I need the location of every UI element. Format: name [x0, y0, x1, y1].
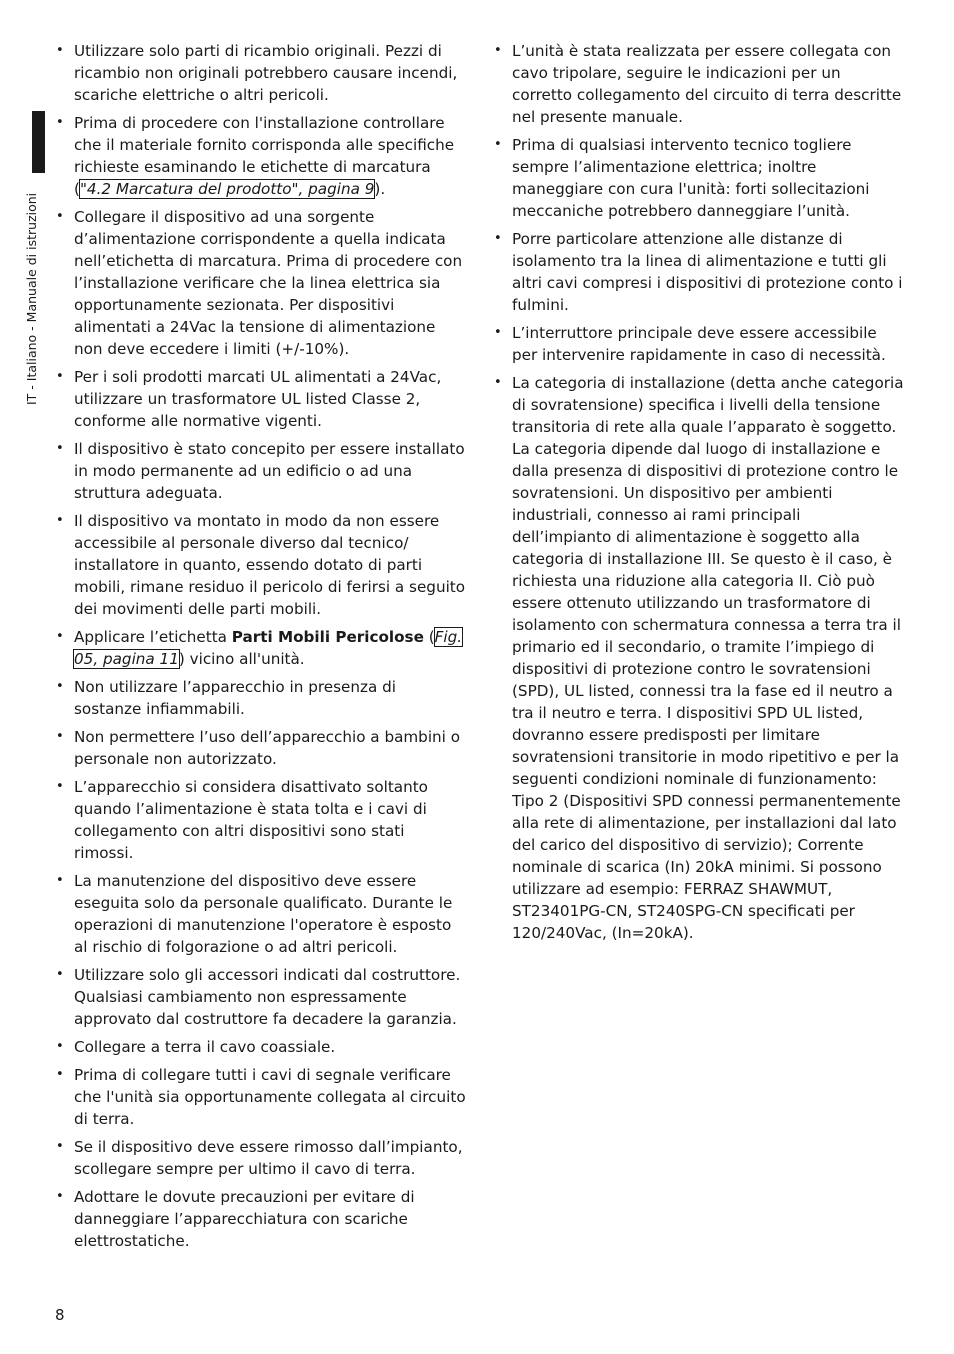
list-item: • Il dispositivo è stato concepito per essere installato in modo permanente ad un edificio o ad una struttura adeguata.	[74, 438, 466, 504]
label-name-bold: Parti Mobili Pericolose	[231, 628, 424, 646]
list-item: • Non permettere l’uso dell’apparecchio a bambini o personale non autorizzato.	[74, 726, 466, 770]
item-text: ).	[374, 180, 386, 198]
list-item: • Per i soli prodotti marcati UL alimentati a 24Vac, utilizzare un trasformatore UL listed Classe 2, conforme alle normative vigenti.	[74, 366, 466, 432]
list-item: • Collegare il dispositivo ad una sorgente d’alimentazione corrispondente a quella indicata nell’etichetta di marcatura. Prima di procedere con l’installazione verificare che la linea elettrica sia opportunamente sezionata. Per dispositivi alimentati a 24Vac la tensione di alimentazione non deve eccedere i limiti (+/-10%).	[74, 206, 466, 360]
cross-reference-link[interactable]: "4.2 Marcatura del prodotto", pagina 9	[79, 180, 375, 198]
list-item: • Se il dispositivo deve essere rimosso dall’impianto, scollegare sempre per ultimo il cavo di terra.	[74, 1136, 466, 1180]
list-item: • Adottare le dovute precauzioni per evitare di danneggiare l’apparecchiatura con scariche elettrostatiche.	[74, 1186, 466, 1252]
list-item: • L’interruttore principale deve essere accessibile per intervenire rapidamente in caso di necessità.	[512, 322, 904, 366]
list-item	[74, 112, 466, 200]
figure-reference-link[interactable]: Fig. 05, pagina 11	[74, 628, 463, 668]
list-item: • Utilizzare solo gli accessori indicati dal costruttore. Qualsiasi cambiamento non espressamente approvato dal costruttore fa decadere la garanzia.	[74, 964, 466, 1030]
list-item: • Prima di collegare tutti i cavi di segnale verificare che l'unità sia opportunamente collegata al circuito di terra.	[74, 1064, 466, 1130]
list-item: • Prima di qualsiasi intervento tecnico togliere sempre l’alimentazione elettrica; inoltre maneggiare con cura l'unità: forti sollecitazioni meccaniche potrebbero danneggiare l’unità.	[512, 134, 904, 222]
list-item: • Utilizzare solo parti di ricambio originali. Pezzi di ricambio non originali potrebbero causare incendi, scariche elettriche o altri pericoli.	[74, 40, 466, 106]
list-item: • La manutenzione del dispositivo deve essere eseguita solo da personale qualificato. Durante le operazioni di manutenzione l'operatore è esposto al rischio di folgorazione o ad altri pericoli.	[74, 870, 466, 958]
item-text: (	[423, 628, 435, 646]
list-item: • Il dispositivo va montato in modo da non essere accessibile al personale diverso dal tecnico/ installatore in quanto, essendo dotato di parti mobili, rimane residuo il pericolo di ferirsi a seguito dei movimenti delle parti mobili.	[74, 510, 466, 620]
list-item	[74, 626, 466, 670]
item-text: Applicare l’etichetta	[74, 628, 232, 646]
item-text: Prima di procedere con l'installazione controllare che il materiale fornito corrisponda alle specifiche richieste esaminando le etichette di marcatura (	[74, 114, 455, 198]
list-item: • Non utilizzare l’apparecchio in presenza di sostanze infiammabili.	[74, 676, 466, 720]
list-item: • Porre particolare attenzione alle distanze di isolamento tra la linea di alimentazione e tutti gli altri cavi compresi i dispositivi di protezione conto i fulmini.	[512, 228, 904, 316]
section-tab-marker	[32, 111, 45, 173]
page-number: 8	[55, 1306, 65, 1324]
right-column-list	[512, 40, 904, 950]
left-column-list	[74, 40, 466, 1258]
list-item: • La categoria di installazione (detta anche categoria di sovratensione) specifica i livelli della tensione transitoria di rete alla quale l’apparato è soggetto. La categoria dipende dal luogo di installazione e dalla presenza di dispositivi di protezione contro le sovratensioni. Un dispositivo per ambienti industriali, connesso ai rami principali dell’impianto di alimentazione è soggetto alla categoria di installazione III. Se questo è il caso, è richiesta una riduzione alla categoria II. Ciò può essere ottenuto utilizzando un trasformatore di isolamento con schermatura connessa a terra tra il primario ed il secondario, o tramite l’impiego di dispositivi di protezione contro le sovratensioni (SPD), UL listed, connessi tra la fase ed il neutro a tra il neutro e terra. I dispositivi SPD UL listed, dovranno essere predisposti per limitare sovratensioni transitorie in modo ripetitivo e per la seguenti condizioni nominale di funzionamento: Tipo 2 (Dispositivi SPD connessi permanentemente alla rete di alimentazione, per installazioni dal lato del carico del dispositivo di servizio); Corrente nominale di scarica (In) 20kA minimi. Si possono utilizzare ad esempio: FERRAZ SHAWMUT, ST23401PG-CN, ST240SPG-CN specificati per 120/240Vac, (In=20kA).	[512, 372, 904, 944]
list-item: • L’unità è stata realizzata per essere collegata con cavo tripolare, seguire le indicazioni per un corretto collegamento del circuito di terra descritte nel presente manuale.	[512, 40, 904, 128]
list-item: • L’apparecchio si considera disattivato soltanto quando l’alimentazione è stata tolta e i cavi di collegamento con altri dispositivi sono stati rimossi.	[74, 776, 466, 864]
list-item: • Collegare a terra il cavo coassiale.	[74, 1036, 466, 1058]
item-text: ) vicino all'unità.	[178, 650, 305, 668]
side-section-label: IT - Italiano - Manuale di istruzioni	[24, 192, 39, 405]
